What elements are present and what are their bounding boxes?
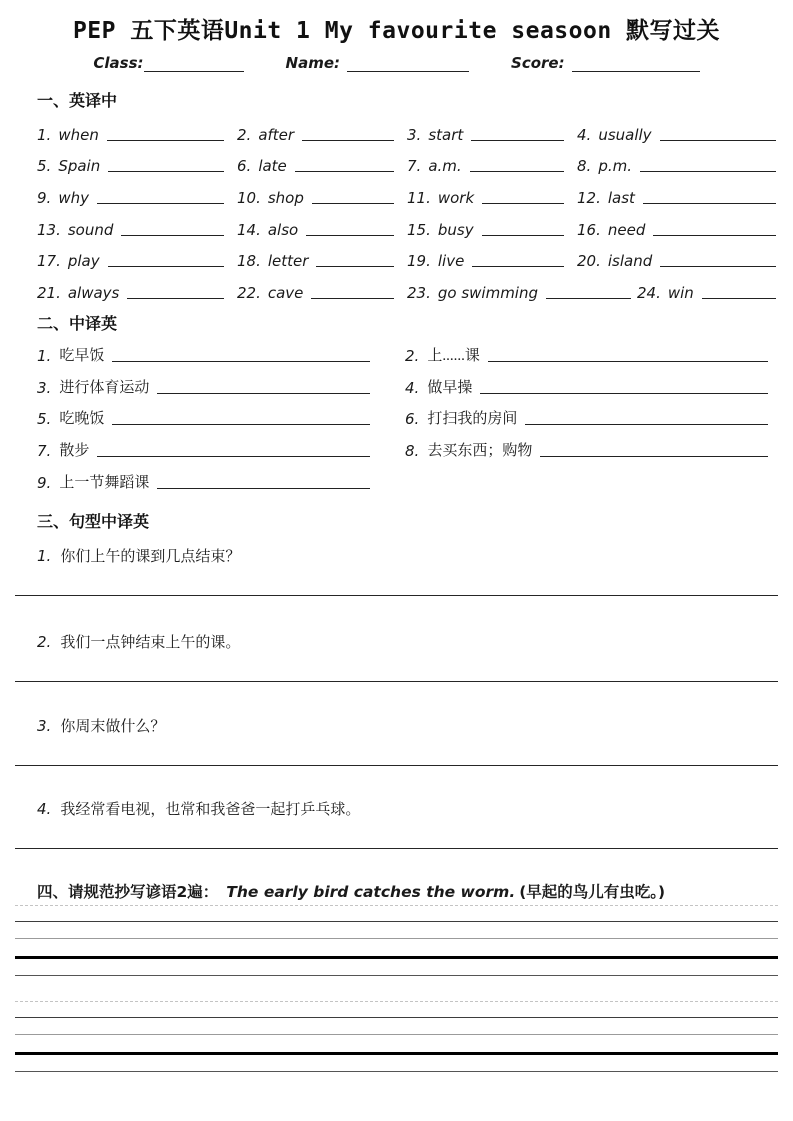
name-field bbox=[286, 54, 469, 72]
vocab-item-11 bbox=[407, 189, 577, 208]
score-field bbox=[511, 54, 700, 72]
item-phrase: 上一节舞蹈课 bbox=[59, 474, 150, 491]
item-word: win bbox=[667, 284, 694, 303]
item-number: 6. bbox=[237, 157, 252, 176]
answer-blank bbox=[108, 162, 224, 172]
answer-blank bbox=[316, 257, 394, 267]
item-number: 1. bbox=[37, 546, 52, 565]
answer-blank bbox=[480, 384, 768, 394]
writing-guide-line bbox=[15, 905, 778, 906]
answer-blank bbox=[546, 289, 631, 299]
item-number: 8. bbox=[577, 157, 592, 176]
sentence-item-4 bbox=[37, 798, 778, 819]
vocab-item-23 bbox=[407, 284, 637, 303]
vocab-item-10 bbox=[237, 189, 407, 208]
vocab-item-21 bbox=[37, 284, 237, 303]
phrase-row bbox=[37, 461, 778, 493]
item-number: 5. bbox=[37, 410, 52, 429]
vocab-item-5 bbox=[37, 157, 237, 176]
answer-blank bbox=[472, 257, 564, 267]
sentence-item-2 bbox=[37, 631, 778, 652]
item-number: 17. bbox=[37, 252, 61, 271]
item-number: 19. bbox=[407, 252, 431, 271]
item-word: late bbox=[258, 157, 287, 176]
item-word: cave bbox=[267, 284, 304, 303]
class-blank-line bbox=[144, 57, 244, 72]
writing-bottom-line bbox=[15, 1071, 778, 1072]
item-number: 21. bbox=[37, 284, 61, 303]
phrase-item-7 bbox=[37, 439, 405, 461]
item-phrase: 进行体育运动 bbox=[59, 379, 150, 396]
vocab-item-1 bbox=[37, 126, 237, 145]
answer-line bbox=[15, 765, 778, 766]
answer-blank bbox=[97, 447, 370, 457]
vocab-item-2 bbox=[237, 126, 407, 145]
phrase-item-9 bbox=[37, 471, 405, 493]
phrase-row-spacer bbox=[405, 492, 778, 493]
item-number: 6. bbox=[405, 410, 420, 429]
item-phrase: 打扫我的房间 bbox=[427, 411, 518, 428]
answer-blank bbox=[112, 415, 370, 425]
vocab-item-8 bbox=[577, 157, 778, 176]
item-number: 22. bbox=[237, 284, 261, 303]
sentence-list bbox=[15, 545, 778, 849]
vocab-item-17 bbox=[37, 252, 237, 271]
item-number: 12. bbox=[577, 189, 601, 208]
item-word: after bbox=[258, 125, 295, 144]
copy-instruction-label: 四、请规范抄写谚语2遍： bbox=[37, 882, 219, 901]
phrase-grid bbox=[15, 334, 778, 492]
phrase-item-8 bbox=[405, 439, 778, 461]
answer-blank bbox=[107, 131, 224, 141]
item-number: 9. bbox=[37, 189, 52, 208]
answer-line bbox=[15, 681, 778, 682]
vocab-grid bbox=[37, 113, 778, 303]
item-phrase: 吃早饭 bbox=[59, 347, 105, 364]
item-word: always bbox=[67, 284, 120, 303]
item-number: 14. bbox=[237, 220, 261, 239]
item-word: shop bbox=[267, 189, 304, 208]
answer-blank bbox=[121, 226, 224, 236]
sentence-item-3 bbox=[37, 715, 778, 736]
item-phrase: 做早操 bbox=[427, 379, 473, 396]
item-number: 20. bbox=[577, 252, 601, 271]
item-number: 23. bbox=[407, 284, 431, 303]
section-two-heading: 二、中译英 bbox=[37, 314, 118, 334]
item-word: Spain bbox=[58, 157, 101, 176]
answer-blank bbox=[471, 131, 564, 141]
score-blank-line bbox=[572, 57, 700, 72]
vocab-item-3 bbox=[407, 126, 577, 145]
vocab-item-13 bbox=[37, 221, 237, 240]
phrase-row bbox=[37, 398, 778, 430]
name-label: Name: bbox=[285, 54, 341, 72]
item-word: live bbox=[437, 252, 465, 271]
item-number: 8. bbox=[405, 441, 420, 460]
vocab-row bbox=[37, 145, 778, 177]
answer-blank bbox=[525, 415, 768, 425]
answer-blank bbox=[482, 226, 564, 236]
item-number: 3. bbox=[407, 125, 422, 144]
vocab-item-7 bbox=[407, 157, 577, 176]
item-word: need bbox=[607, 220, 646, 239]
answer-blank bbox=[127, 289, 224, 299]
item-number: 7. bbox=[37, 441, 52, 460]
worksheet-body bbox=[0, 88, 793, 1072]
answer-blank bbox=[302, 131, 394, 141]
item-phrase: 上......课 bbox=[427, 347, 480, 364]
vocab-item-16 bbox=[577, 221, 778, 240]
answer-blank bbox=[108, 257, 224, 267]
item-word: busy bbox=[437, 220, 474, 239]
vocab-item-9 bbox=[37, 189, 237, 208]
item-number: 1. bbox=[37, 346, 52, 365]
phrase-row bbox=[37, 334, 778, 366]
vocab-item-14 bbox=[237, 221, 407, 240]
phrase-item-3 bbox=[37, 376, 405, 398]
vocab-row bbox=[37, 176, 778, 208]
writing-grid-2 bbox=[15, 1001, 778, 1072]
vocab-item-15 bbox=[407, 221, 577, 240]
item-number: 2. bbox=[37, 632, 52, 651]
writing-mid-line bbox=[15, 938, 778, 939]
item-number: 4. bbox=[577, 125, 592, 144]
answer-blank bbox=[306, 226, 394, 236]
vocab-item-24 bbox=[637, 284, 778, 303]
section-four-heading bbox=[37, 880, 778, 902]
item-word: p.m. bbox=[598, 157, 632, 176]
header-fields bbox=[0, 54, 793, 72]
item-number: 3. bbox=[37, 378, 52, 397]
item-number: 2. bbox=[405, 346, 420, 365]
page-title: PEP 五下英语Unit 1 My favourite seasoon 默写过关 bbox=[72, 18, 721, 44]
writing-top-line bbox=[15, 921, 778, 922]
answer-blank bbox=[295, 162, 394, 172]
answer-blank bbox=[311, 289, 394, 299]
item-word: island bbox=[607, 252, 653, 271]
phrase-item-6 bbox=[405, 407, 778, 429]
item-number: 5. bbox=[37, 157, 52, 176]
writing-baseline bbox=[15, 1052, 778, 1055]
writing-top-line bbox=[15, 1017, 778, 1018]
answer-blank bbox=[660, 131, 776, 141]
vocab-item-22 bbox=[237, 284, 407, 303]
answer-blank bbox=[488, 352, 768, 362]
item-number: 4. bbox=[37, 799, 52, 818]
answer-blank bbox=[470, 162, 564, 172]
item-number: 13. bbox=[37, 220, 61, 239]
writing-bottom-line bbox=[15, 975, 778, 976]
item-number: 9. bbox=[37, 473, 52, 492]
answer-blank bbox=[312, 194, 394, 204]
writing-guide-line bbox=[15, 1001, 778, 1002]
answer-blank bbox=[157, 384, 370, 394]
item-word: sound bbox=[67, 220, 114, 239]
class-label: Class: bbox=[93, 54, 144, 72]
item-number: 24. bbox=[637, 284, 661, 303]
phrase-item-1 bbox=[37, 344, 405, 366]
score-label: Score: bbox=[511, 54, 565, 72]
item-word: why bbox=[58, 189, 89, 208]
writing-baseline bbox=[15, 956, 778, 959]
proverb-chinese: (早起的鸟儿有虫吃。) bbox=[519, 882, 666, 901]
item-word: usually bbox=[598, 125, 652, 144]
item-word: when bbox=[58, 125, 99, 144]
vocab-row bbox=[37, 208, 778, 240]
answer-blank bbox=[702, 289, 776, 299]
item-number: 1. bbox=[37, 125, 52, 144]
answer-line bbox=[15, 595, 778, 596]
item-phrase: 吃晚饭 bbox=[59, 411, 105, 428]
item-word: last bbox=[607, 189, 635, 208]
phrase-item-2 bbox=[405, 344, 778, 366]
section-three-heading: 三、句型中译英 bbox=[37, 511, 150, 531]
answer-blank bbox=[640, 162, 776, 172]
item-word: a.m. bbox=[428, 157, 462, 176]
answer-blank bbox=[157, 479, 370, 489]
vocab-item-12 bbox=[577, 189, 778, 208]
vocab-row bbox=[37, 113, 778, 145]
phrase-item-4 bbox=[405, 376, 778, 398]
phrase-item-5 bbox=[37, 407, 405, 429]
answer-blank bbox=[540, 447, 768, 457]
item-sentence: 我经常看电视，也常和我爸爸一起打乒乓球。 bbox=[60, 801, 361, 818]
item-phrase: 散步 bbox=[59, 442, 90, 459]
answer-blank bbox=[653, 226, 776, 236]
answer-line bbox=[15, 848, 778, 849]
phrase-row bbox=[37, 366, 778, 398]
answer-blank bbox=[660, 257, 776, 267]
item-number: 16. bbox=[577, 220, 601, 239]
writing-grid-1 bbox=[15, 905, 778, 976]
sentence-item-1 bbox=[37, 545, 778, 566]
item-number: 18. bbox=[237, 252, 261, 271]
writing-mid-line bbox=[15, 1034, 778, 1035]
item-number: 2. bbox=[237, 125, 252, 144]
section-one-heading: 一、英译中 bbox=[37, 91, 118, 110]
vocab-row bbox=[37, 240, 778, 272]
vocab-item-20 bbox=[577, 252, 778, 271]
answer-blank bbox=[482, 194, 564, 204]
class-field bbox=[93, 54, 243, 72]
vocab-row bbox=[37, 271, 778, 303]
item-sentence: 我们一点钟结束上午的课。 bbox=[60, 634, 241, 651]
item-word: go swimming bbox=[437, 284, 538, 303]
item-word: work bbox=[437, 189, 475, 208]
item-word: play bbox=[67, 252, 100, 271]
item-word: also bbox=[267, 220, 299, 239]
answer-blank bbox=[97, 194, 224, 204]
item-phrase: 去买东西；购物 bbox=[427, 442, 533, 459]
answer-blank bbox=[112, 352, 370, 362]
vocab-item-19 bbox=[407, 252, 577, 271]
name-blank-line bbox=[347, 57, 469, 72]
item-number: 15. bbox=[407, 220, 431, 239]
item-word: start bbox=[428, 125, 464, 144]
answer-blank bbox=[643, 194, 776, 204]
item-number: 3. bbox=[37, 716, 52, 735]
vocab-item-18 bbox=[237, 252, 407, 271]
vocab-item-4 bbox=[577, 126, 778, 145]
item-number: 10. bbox=[237, 189, 261, 208]
item-number: 4. bbox=[405, 378, 420, 397]
item-word: letter bbox=[267, 252, 309, 271]
item-number: 11. bbox=[407, 189, 431, 208]
item-sentence: 你们上午的课到几点结束？ bbox=[60, 548, 241, 565]
phrase-row bbox=[37, 429, 778, 461]
proverb-english: The early bird catches the worm. bbox=[226, 882, 516, 901]
item-number: 7. bbox=[407, 157, 422, 176]
item-sentence: 你周末做什么？ bbox=[60, 718, 166, 735]
vocab-item-6 bbox=[237, 157, 407, 176]
